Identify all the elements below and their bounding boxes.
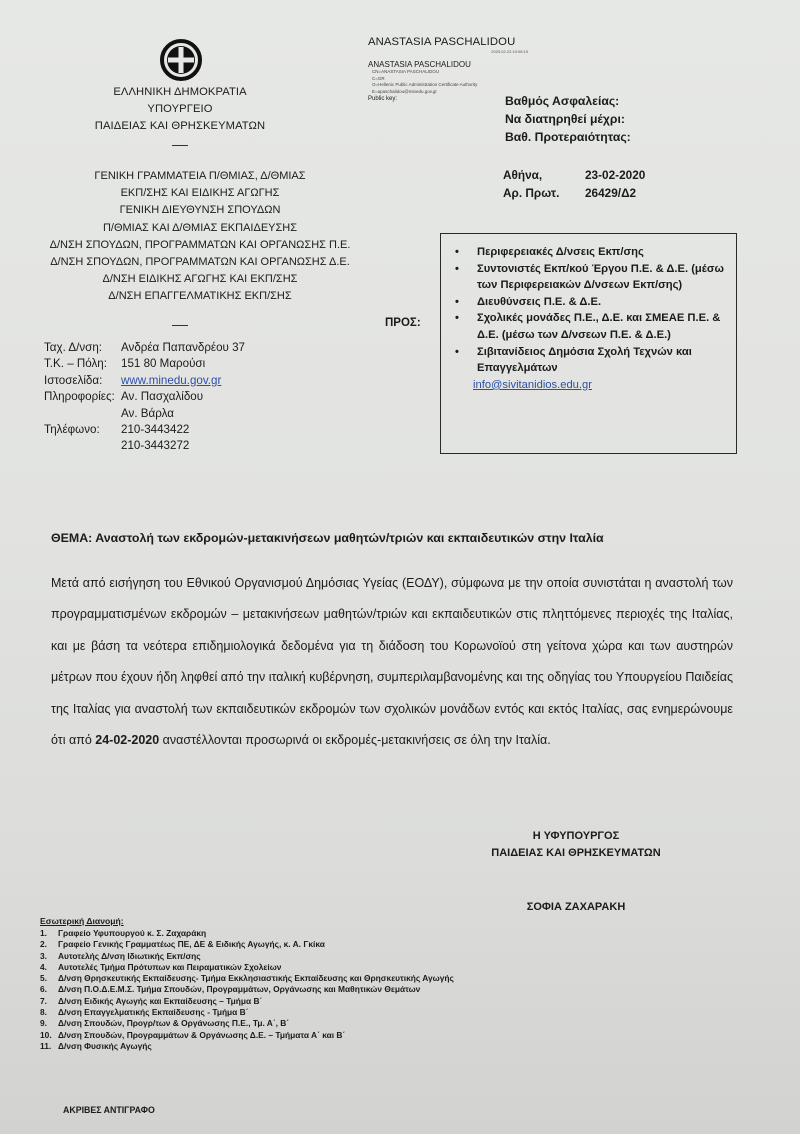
phone-row	[44, 422, 245, 438]
signature-timestamp: 2020.02.23 19:08:15	[491, 49, 528, 54]
place-label: Αθήνα,	[503, 168, 543, 182]
bullet-icon: •	[455, 345, 459, 358]
recipient-email-link[interactable]: info@sivitanidios.edu.gr	[473, 378, 592, 391]
recipient-item: • Σιβιτανίδειος Δημόσια Σχολή Τεχνών και Επαγγελμάτων	[451, 344, 724, 377]
signature-detail: C=GR	[372, 75, 385, 81]
recipients-list	[451, 244, 724, 377]
body-text: αναστέλλονται προσωρινά οι εκδρομές-μετακινήσεις σε όλη την Ιταλία.	[159, 733, 551, 748]
directorate-line: ΓΕΝΙΚΗ ΓΡΑΜΜΑΤΕΙΑ Π/ΘΜΙΑΣ, Δ/ΘΜΙΑΣ	[94, 170, 306, 182]
address-row	[44, 340, 245, 356]
directorate-line: Δ/ΝΣΗ ΕΙΔΙΚΗΣ ΑΓΩΓΗΣ ΚΑΙ ΕΚΠ/ΣΗΣ	[102, 273, 298, 286]
retain-until-label: Να διατηρηθεί μέχρι:	[505, 112, 625, 126]
info-label: Πληροφορίες:	[44, 390, 115, 404]
website-link[interactable]: www.minedu.gov.gr	[121, 373, 222, 387]
ministry-line: ΕΛΛΗΝΙΚΗ ΔΗΜΟΚΡΑΤΙΑ	[113, 86, 247, 98]
classification-block	[505, 92, 631, 146]
signature-detail: E=apaschalidou@minedu.gov.gr	[372, 88, 437, 94]
signature-name: ANASTASIA PASCHALIDOU	[368, 36, 516, 48]
website-label: Ιστοσελίδα:	[44, 373, 103, 387]
body-paragraph	[51, 568, 733, 756]
digital-signature	[368, 36, 528, 102]
address-value: Ανδρέα Παπανδρέου 37	[121, 341, 245, 354]
phone-label: Τηλέφωνο:	[44, 423, 100, 437]
bullet-icon: •	[455, 312, 459, 325]
priority-label: Βαθ. Προτεραιότητας:	[505, 130, 631, 144]
distribution-item: 5. Δ/νση Θρησκευτικής Εκπαίδευσης- Τμήμα Εκκλησιαστικής Εκπαίδευσης και Θρησκευτικής Αγωγής	[40, 973, 454, 984]
ministry-line: ΠΑΙΔΕΙΑΣ ΚΑΙ ΘΡΗΣΚΕΥΜΑΤΩΝ	[94, 120, 266, 132]
protocol-label: Αρ. Πρωτ.	[503, 186, 560, 200]
distribution-item: 7. Δ/νση Ειδικής Αγωγής και Εκπαίδευσης – Τμήμα Β΄	[40, 995, 263, 1006]
public-key-label: Public key:	[368, 96, 398, 103]
phone-value: 210-3443422	[121, 423, 190, 437]
divider	[172, 145, 188, 146]
city-label: Τ.Κ. – Πόλη:	[44, 357, 107, 371]
bullet-icon: •	[455, 295, 459, 308]
ministry-name	[60, 84, 300, 135]
document-date: 23-02-2020	[585, 168, 646, 182]
contact-block	[44, 340, 245, 455]
info-row	[44, 389, 245, 405]
recipient-item: • Περιφερειακές Δ/νσεις Εκπ/σης	[451, 244, 724, 261]
info-value: Αν. Πασχαλίδου	[121, 390, 204, 404]
directorate-line: Π/ΘΜΙΑΣ ΚΑΙ Δ/ΘΜΙΑΣ ΕΚΠΑΙΔΕΥΣΗΣ	[102, 221, 298, 234]
signatory-title-line: ΠΑΙΔΕΙΑΣ ΚΑΙ ΘΡΗΣΚΕΥΜΑΤΩΝ	[491, 847, 661, 859]
divider	[172, 325, 188, 326]
directorate-line: Δ/ΝΣΗ ΣΠΟΥΔΩΝ, ΠΡΟΓΡΑΜΜΑΤΩΝ ΚΑΙ ΟΡΓΑΝΩΣΗΣ Π.Ε.	[49, 238, 351, 251]
city-value: 151 80 Μαρούσι	[121, 357, 206, 371]
date-row	[503, 166, 645, 184]
address-label: Ταχ. Δ/νση:	[44, 341, 102, 354]
city-row	[44, 356, 245, 372]
signature-detail: O=Hellenic Public Administration Certificate Authority	[372, 82, 478, 88]
distribution-item: 4. Αυτοτελές Τμήμα Πρότυπων και Πειραματικών Σχολείων	[40, 961, 282, 972]
date-protocol-block	[503, 166, 645, 202]
signatory-title-line: Η ΥΦΥΠΟΥΡΓΟΣ	[532, 830, 620, 842]
ministry-line: ΥΠΟΥΡΓΕΙΟ	[147, 103, 213, 115]
directorate-line: ΕΚΠ/ΣΗΣ ΚΑΙ ΕΙΔΙΚΗΣ ΑΓΩΓΗΣ	[120, 187, 280, 200]
signatory-title	[476, 828, 676, 862]
distribution-item: 11. Δ/νση Φυσικής Αγωγής	[40, 1040, 152, 1051]
distribution-title: Εσωτερική Διανομή:	[40, 916, 124, 926]
distribution-item: 9. Δ/νση Σπουδών, Προγρ/των & Οργάνωσης Π.Ε., Τμ. Α΄, Β΄	[40, 1018, 290, 1029]
body-text: Μετά από εισήγηση του Εθνικού Οργανισμού Δημόσιας Υγείας (ΕΟΔΥ), σύμφωνα με την οποία συνιστάται η αναστολή των προγραμματισμένων εκδρομών – μετακινήσεων μαθητών/τριών και εκπαιδευτικών στις πληττόμενες περιοχές της Ιταλίας, και με βάση τα νεότερα επιδημιολογικά δεδομένα για τη διάδοση του Κορωνοϊού στη γείτονα χώρα και των αυστηρών μέτρων που έχουν ήδη ληφθεί από την ιταλική κυβέρνηση, συμπεριλαμβανομένης και της οδηγίας του Υπουργείου Παιδείας της Ιταλίας για αναστολή των εκπαιδευτικών εκδρομών των σχολικών μονάδων εντός και εκτός Ιταλίας, σας ενημερώνουμε ότι από	[51, 576, 733, 748]
security-level-label: Βαθμός Ασφαλείας:	[505, 94, 620, 108]
signature-signer: ANASTASIA PASCHALIDOU	[368, 60, 471, 69]
directorate-line: Δ/ΝΣΗ ΕΠΑΓΓΕΛΜΑΤΙΚΗΣ ΕΚΠ/ΣΗΣ	[108, 290, 292, 303]
directorate-line: Δ/ΝΣΗ ΣΠΟΥΔΩΝ, ΠΡΟΓΡΑΜΜΑΤΩΝ ΚΑΙ ΟΡΓΑΝΩΣΗΣ Δ.Ε.	[50, 256, 350, 269]
distribution-list	[40, 928, 454, 1052]
recipient-item: • Διευθύνσεις Π.Ε. & Δ.Ε.	[451, 294, 724, 311]
signatory-name: ΣΟΦΙΑ ΖΑΧΑΡΑΚΗ	[526, 901, 626, 913]
directorate-line: ΓΕΝΙΚΗ ΔΙΕΥΘΥΝΣΗ ΣΠΟΥΔΩΝ	[119, 204, 281, 217]
greek-coat-of-arms-icon	[159, 38, 203, 82]
recipient-item: • Σχολικές μονάδες Π.Ε., Δ.Ε. και ΣΜΕΑΕ Π.Ε. & Δ.Ε. (μέσω των Δ/νσεων Π.Ε. & Δ.Ε.)	[451, 310, 724, 343]
bullet-icon: •	[455, 262, 459, 275]
signature-detail: CN=ANASTASIA PASCHALIDOU	[372, 69, 439, 74]
subject-line: ΘΕΜΑ: Αναστολή των εκδρομών-μετακινήσεων μαθητών/τριών και εκπαιδευτικών στην Ιταλία	[51, 531, 604, 545]
protocol-row	[503, 184, 645, 202]
info-value: Αν. Βάρλα	[121, 406, 174, 420]
distribution-item: 1. Γραφείο Υφυπουργού κ. Σ. Ζαχαράκη	[40, 928, 207, 938]
exact-copy-stamp: ΑΚΡΙΒΕΣ ΑΝΤΙΓΡΑΦΟ	[63, 1105, 155, 1115]
recipients-label: ΠΡΟΣ:	[385, 317, 421, 329]
distribution-item: 8. Δ/νση Επαγγελματικής Εκπαίδευσης - Τμήμα Β΄	[40, 1007, 249, 1018]
protocol-number: 26429/Δ2	[585, 186, 637, 200]
recipient-item: • Συντονιστές Εκπ/κού Έργου Π.Ε. & Δ.Ε. (μέσω των Περιφερειακών Δ/νσεων Εκπ/σης)	[451, 261, 724, 294]
info-row	[44, 406, 245, 422]
effective-date: 24-02-2020	[95, 733, 160, 748]
phone-value: 210-3443272	[121, 439, 190, 453]
recipients-box	[440, 233, 737, 454]
distribution-item: 3. Αυτοτελής Δ/νση Ιδιωτικής Εκπ/σης	[40, 950, 201, 961]
distribution-item: 6. Δ/νση Π.Ο.Δ.Ε.Μ.Σ. Τμήμα Σπουδών, Προγραμμάτων, Οργάνωσης και Μαθητικών Θεμάτων	[40, 984, 421, 995]
directorates	[30, 168, 370, 306]
phone-row	[44, 438, 245, 454]
distribution-item: 10. Δ/νση Σπουδών, Προγραμμάτων & Οργάνωσης Δ.Ε. – Τμήματα Α΄ και Β΄	[40, 1029, 346, 1040]
distribution-item: 2. Γραφείο Γενικής Γραμματέως ΠΕ, ΔΕ & Ειδικής Αγωγής, κ. Α. Γκίκα	[40, 939, 325, 950]
bullet-icon: •	[455, 246, 459, 258]
website-row	[44, 373, 245, 389]
